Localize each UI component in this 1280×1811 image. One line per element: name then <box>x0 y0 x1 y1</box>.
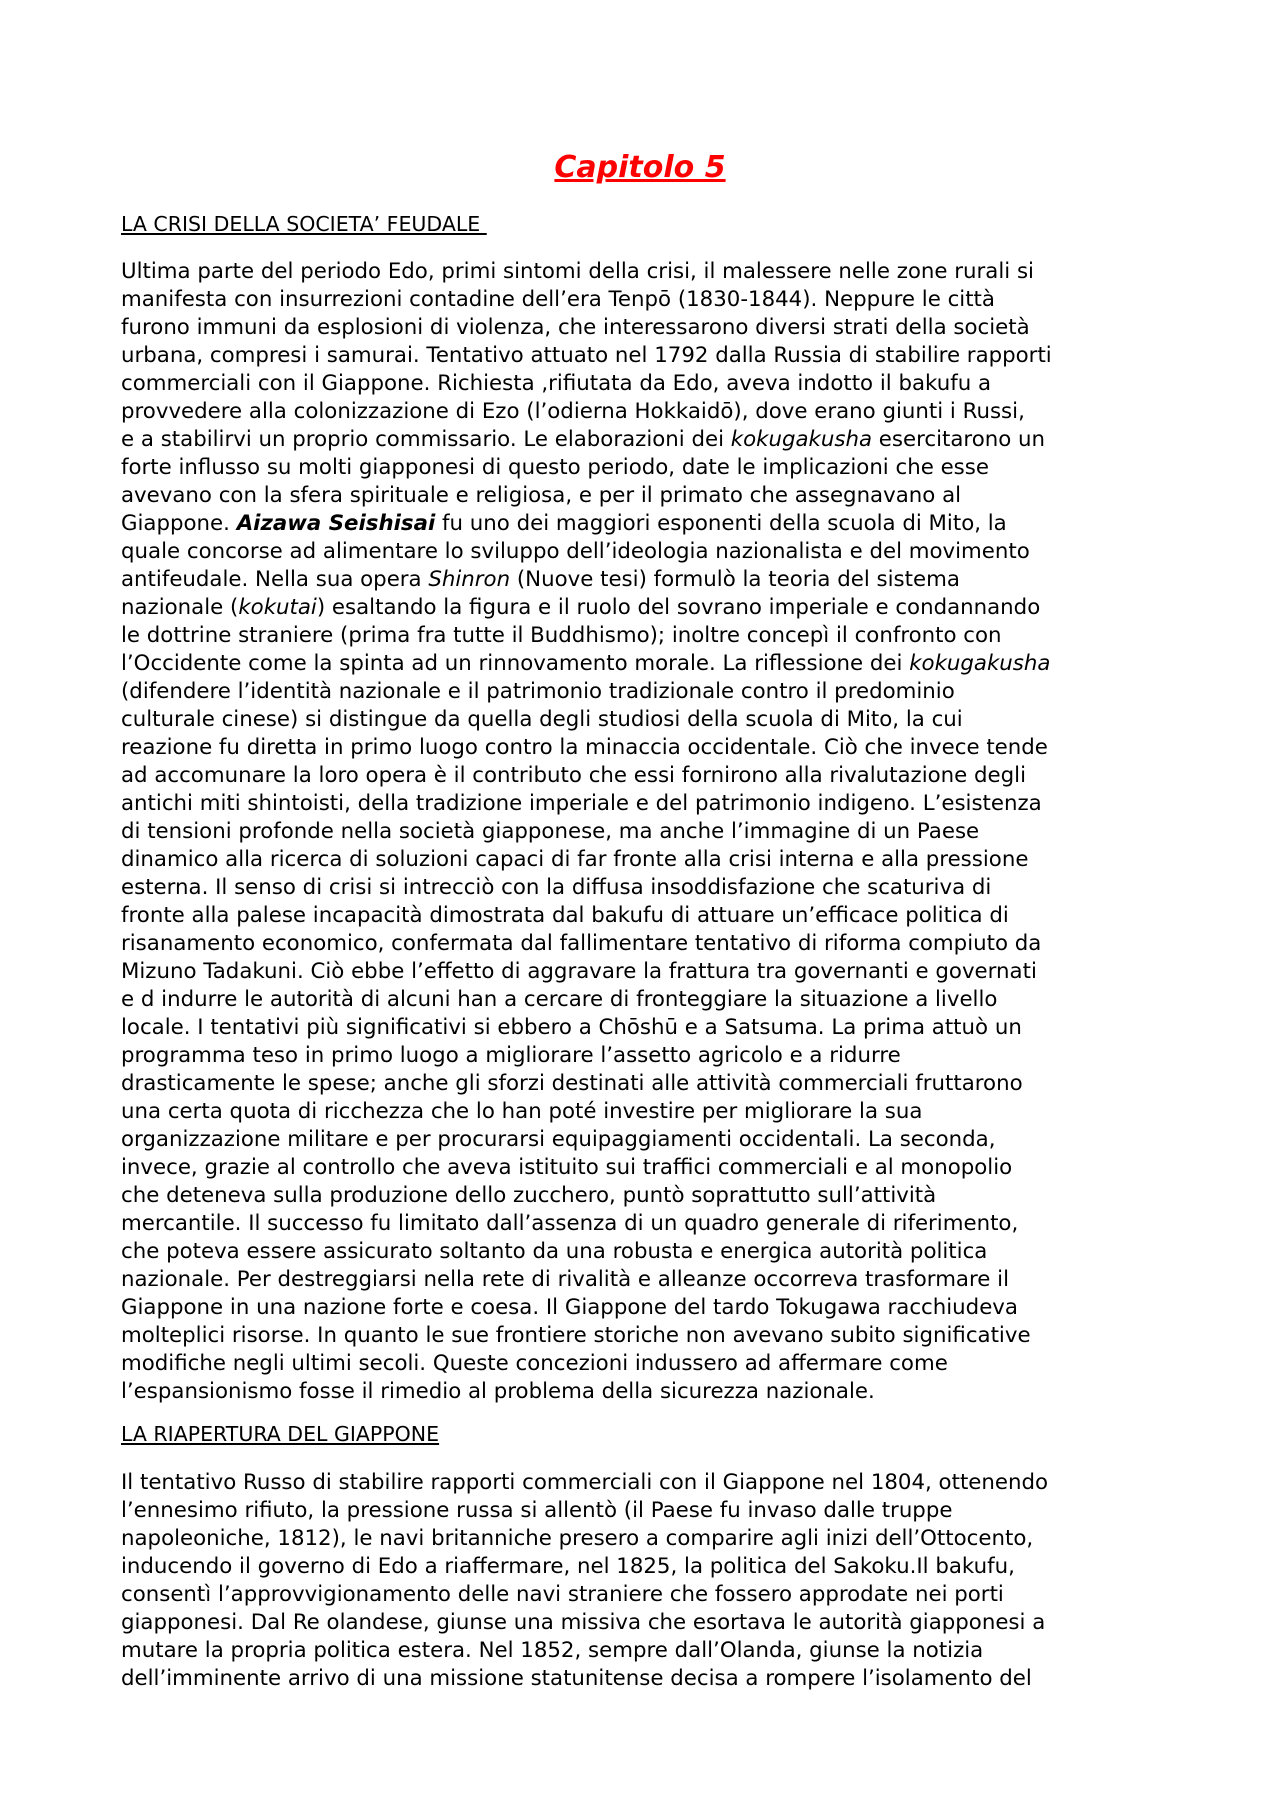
text-line <box>121 1182 1052 1210</box>
text-line <box>121 846 1052 874</box>
section-heading-crisi: LA CRISI DELLA SOCIETA’ FEUDALE <box>121 212 487 236</box>
text-run: antichi miti shintoisti, della tradizione imperiale e del patrimonio indigeno. L’esistenza <box>121 791 1042 816</box>
text-line <box>121 566 1052 594</box>
emphasized-term: kokugakusha <box>730 427 873 452</box>
text-run: commerciali con il Giappone. Richiesta ,rifiutata da Edo, aveva indotto il bakufu a <box>121 371 992 396</box>
text-line <box>121 734 1052 762</box>
text-line <box>121 1469 1048 1497</box>
text-line <box>121 1014 1052 1042</box>
text-run: molteplici risorse. In quanto le sue frontiere storiche non avevano subito significative <box>121 1323 1031 1348</box>
text-run: giapponesi. Dal Re olandese, giunse una missiva che esortava le autorità giapponesi a <box>121 1610 1046 1635</box>
text-run: fronte alla palese incapacità dimostrata dal bakufu di attuare un’efficace politica di <box>121 903 1009 928</box>
text-run: l’Occidente come la spinta ad un rinnovamento morale. La riflessione dei <box>121 651 910 676</box>
text-line <box>121 622 1052 650</box>
emphasized-term: Aizawa Seishisai <box>236 511 436 536</box>
text-run: antifeudale. Nella sua opera <box>121 567 429 592</box>
text-line <box>121 958 1052 986</box>
text-run: inducendo il governo di Edo a riaffermare, nel 1825, la politica del Sakoku.Il bakufu, <box>121 1554 1015 1579</box>
text-run: furono immuni da esplosioni di violenza, che interessarono diversi strati della società <box>121 315 1030 340</box>
text-run: Giappone. <box>121 511 237 536</box>
text-line <box>121 1154 1052 1182</box>
text-line <box>121 1266 1052 1294</box>
text-run: fu uno dei maggiori esponenti della scuola di Mito, la <box>435 511 1007 536</box>
text-run: risanamento economico, confermata dal fallimentare tentativo di riforma compiuto da <box>121 931 1042 956</box>
text-run: le dottrine straniere (prima fra tutte il Buddhismo); inoltre concepì il confronto con <box>121 623 1002 648</box>
text-line <box>121 1070 1052 1098</box>
text-line <box>121 706 1052 734</box>
text-run: l’ennesimo rifiuto, la pressione russa si allentò (il Paese fu invaso dalle truppe <box>121 1498 953 1523</box>
text-run: che deteneva sulla produzione dello zucchero, puntò soprattutto sull’attività <box>121 1183 937 1208</box>
text-run: modifiche negli ultimi secoli. Queste concezioni indussero ad affermare come <box>121 1351 948 1376</box>
text-line <box>121 482 1052 510</box>
text-run: forte influsso su molti giapponesi di questo periodo, date le implicazioni che esse <box>121 455 989 480</box>
text-line <box>121 1322 1052 1350</box>
text-run: manifesta con insurrezioni contadine dell’era Tenpō (1830-1844). Neppure le città <box>121 287 995 312</box>
paragraph-riapertura <box>121 1469 1048 1693</box>
text-line <box>121 1581 1048 1609</box>
text-run: Giappone in una nazione forte e coesa. Il Giappone del tardo Tokugawa racchiudeva <box>121 1295 1018 1320</box>
text-run: reazione fu diretta in primo luogo contro la minaccia occidentale. Ciò che invece tende <box>121 735 1048 760</box>
text-run: dinamico alla ricerca di soluzioni capaci di far fronte alla crisi interna e alla pressione <box>121 847 1029 872</box>
emphasized-term: kokutai <box>238 595 317 620</box>
text-line <box>121 1294 1052 1322</box>
text-run: napoleoniche, 1812), le navi britanniche presero a comparire agli inizi dell’Ottocento, <box>121 1526 1034 1551</box>
text-run: una certa quota di ricchezza che lo han poté investire per migliorare la sua <box>121 1099 923 1124</box>
text-line <box>121 1665 1048 1693</box>
text-run: Mizuno Tadakuni. Ciò ebbe l’effetto di aggravare la frattura tra governanti e governati <box>121 959 1037 984</box>
text-run: e a stabilirvi un proprio commissario. Le elaborazioni dei <box>121 427 731 452</box>
text-line <box>121 1238 1052 1266</box>
text-line <box>121 1378 1052 1406</box>
text-line <box>121 258 1052 286</box>
text-line <box>121 370 1052 398</box>
text-line <box>121 1126 1052 1154</box>
section-heading-riapertura: LA RIAPERTURA DEL GIAPPONE <box>121 1422 440 1446</box>
text-line <box>121 1098 1052 1126</box>
text-run: (difendere l’identità nazionale e il patrimonio tradizionale contro il predominio <box>121 679 955 704</box>
text-line <box>121 818 1052 846</box>
text-line <box>121 1350 1052 1378</box>
emphasized-term: Shinron <box>428 567 511 592</box>
text-line <box>121 454 1052 482</box>
text-run: programma teso in primo luogo a migliorare l’assetto agricolo e a ridurre <box>121 1043 901 1068</box>
text-run: culturale cinese) si distingue da quella degli studiosi della scuola di Mito, la cui <box>121 707 963 732</box>
text-line <box>121 678 1052 706</box>
text-run: nazionale. Per destreggiarsi nella rete di rivalità e alleanze occorreva trasformare il <box>121 1267 1009 1292</box>
text-run: Il tentativo Russo di stabilire rapporti commerciali con il Giappone nel 1804, ottenendo <box>121 1470 1049 1495</box>
text-line <box>121 1042 1052 1070</box>
text-run: drasticamente le spese; anche gli sforzi destinati alle attività commerciali fruttarono <box>121 1071 1023 1096</box>
text-line <box>121 902 1052 930</box>
text-run: mutare la propria politica estera. Nel 1852, sempre dall’Olanda, giunse la notizia <box>121 1638 984 1663</box>
text-run: invece, grazie al controllo che aveva istituito sui traffici commerciali e al monopolio <box>121 1155 1013 1180</box>
text-run: esterna. Il senso di crisi si intrecciò con la diffusa insoddisfazione che scaturiva di <box>121 875 992 900</box>
text-run: l’espansionismo fosse il rimedio al problema della sicurezza nazionale. <box>121 1379 875 1404</box>
text-line <box>121 426 1052 454</box>
text-run: organizzazione militare e per procurarsi equipaggiamenti occidentali. La seconda, <box>121 1127 996 1152</box>
text-line <box>121 510 1052 538</box>
text-line <box>121 1637 1048 1665</box>
text-run: provvedere alla colonizzazione di Ezo (l’odierna Hokkaidō), dove erano giunti i Russi, <box>121 399 1025 424</box>
text-line <box>121 314 1052 342</box>
text-run: consentì l’approvvigionamento delle navi straniere che fossero approdate nei porti <box>121 1582 1004 1607</box>
text-run: ) esaltando la figura e il ruolo del sovrano imperiale e condannando <box>316 595 1041 620</box>
text-run: (Nuove tesi) formulò la teoria del sistema <box>510 567 960 592</box>
text-line <box>121 874 1052 902</box>
text-line <box>121 538 1052 566</box>
text-line <box>121 1210 1052 1238</box>
text-line <box>121 1609 1048 1637</box>
text-run: esercitarono un <box>872 427 1046 452</box>
text-line <box>121 1553 1048 1581</box>
text-line <box>121 790 1052 818</box>
text-line <box>121 930 1052 958</box>
chapter-title: Capitolo 5 <box>554 150 726 185</box>
text-run: dell’imminente arrivo di una missione statunitense decisa a rompere l’isolamento del <box>121 1666 1032 1691</box>
text-run: di tensioni profonde nella società giapponese, ma anche l’immagine di un Paese <box>121 819 980 844</box>
text-line <box>121 762 1052 790</box>
text-line <box>121 1497 1048 1525</box>
text-run: che poteva essere assicurato soltanto da una robusta e energica autorità politica <box>121 1239 988 1264</box>
text-run: Ultima parte del periodo Edo, primi sintomi della crisi, il malessere nelle zone rurali si <box>121 259 1034 284</box>
text-line <box>121 398 1052 426</box>
text-run: urbana, compresi i samurai. Tentativo attuato nel 1792 dalla Russia di stabilire rapporti <box>121 343 1052 368</box>
text-line <box>121 342 1052 370</box>
text-run: e d indurre le autorità di alcuni han a cercare di fronteggiare la situazione a livello <box>121 987 998 1012</box>
text-line <box>121 286 1052 314</box>
text-run: nazionale ( <box>121 595 239 620</box>
text-run: ad accomunare la loro opera è il contributo che essi fornirono alla rivalutazione degli <box>121 763 1027 788</box>
text-run: mercantile. Il successo fu limitato dall’assenza di un quadro generale di riferimento, <box>121 1211 1019 1236</box>
text-run: avevano con la sfera spirituale e religiosa, e per il primato che assegnavano al <box>121 483 962 508</box>
emphasized-term: kokugakusha <box>909 651 1051 676</box>
text-line <box>121 986 1052 1014</box>
text-line <box>121 594 1052 622</box>
paragraph-crisi <box>121 258 1052 1406</box>
text-run: locale. I tentativi più significativi si ebbero a Chōshū e a Satsuma. La prima attuò un <box>121 1015 1022 1040</box>
text-line <box>121 1525 1048 1553</box>
text-line <box>121 650 1052 678</box>
text-run: quale concorse ad alimentare lo sviluppo dell’ideologia nazionalista e del movimento <box>121 539 1030 564</box>
